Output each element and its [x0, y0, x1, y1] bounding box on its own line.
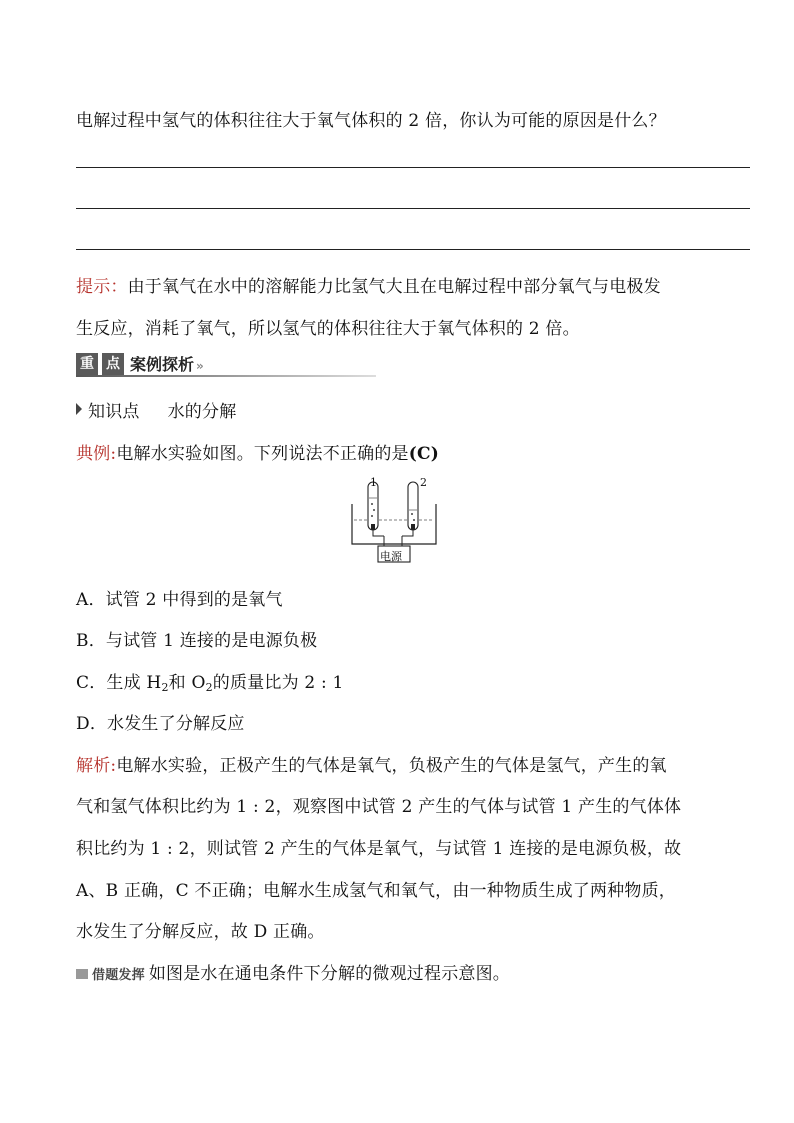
electrode-2	[411, 524, 415, 530]
analysis-line1: 解析:电解水实验，正极产生的气体是氧气，负极产生的气体是氢气，产生的氧	[76, 756, 667, 776]
flag-icon	[76, 403, 82, 415]
hint-paragraph	[76, 272, 661, 297]
answer-line	[76, 249, 750, 250]
example-text: 电解水实验如图。下列说法不正确的是	[116, 444, 409, 464]
option-a: A．试管 2 中得到的是氧气	[76, 590, 283, 610]
section-underline	[76, 375, 376, 377]
section-badge-1: 重	[76, 353, 98, 375]
electrode-1	[371, 524, 375, 530]
bookmark-icon	[76, 969, 88, 979]
knowledge-point-label: 知识点	[88, 402, 140, 422]
answer-line	[76, 208, 750, 209]
example-question	[76, 439, 439, 464]
wires	[373, 530, 413, 548]
question-text: 电解过程中氢气的体积往往大于氧气体积的 2 倍，你认为可能的原因是什么？	[76, 111, 666, 131]
example-answer: (C)	[408, 444, 439, 464]
extend-text: 如图是水在通电条件下分解的微观过程示意图。	[148, 964, 511, 984]
tube-2-label: 2	[420, 476, 427, 489]
analysis-line2: 气和氢气体积比约为 1 : 2，观察图中试管 2 产生的气体与试管 1 产生的气体体	[76, 797, 682, 817]
extend-question	[76, 959, 510, 984]
hint-label: 提示：	[76, 277, 128, 297]
section-title	[130, 352, 204, 375]
tube-1-label: 1	[370, 476, 377, 489]
test-tube-2	[408, 482, 418, 530]
double-chevron-icon: »	[196, 359, 204, 373]
section-title-text: 案例探析	[130, 355, 195, 374]
example-label: 典例:	[76, 444, 117, 464]
electrolysis-diagram	[344, 474, 444, 566]
knowledge-point-topic: 水的分解	[167, 402, 237, 422]
analysis-line3: 积比约为 1 : 2，则试管 2 产生的气体是氧气，与试管 1 连接的是电源负极，故	[76, 839, 682, 859]
option-d: D．水发生了分解反应	[76, 714, 245, 734]
option-b: B．与试管 1 连接的是电源负极	[76, 631, 318, 651]
hint-text-line2: 生反应，消耗了氧气，所以氢气的体积往往大于氧气体积的 2 倍。	[76, 319, 580, 339]
test-tube-1	[368, 482, 378, 530]
section-header	[76, 352, 376, 376]
water-trough	[352, 504, 436, 544]
analysis-line5: 水发生了分解反应，故 D 正确。	[76, 922, 325, 942]
answer-line	[76, 167, 750, 168]
power-supply-label: 电源	[380, 550, 402, 563]
knowledge-point	[76, 397, 236, 422]
analysis-label: 解析:	[76, 756, 117, 776]
option-c: C．生成 $H_2$和 $O_2$的质量比为 2 : 1	[76, 673, 344, 694]
hint-text-line1: 由于氧气在水中的溶解能力比氢气大且在电解过程中部分氧气与电极发	[127, 277, 661, 297]
analysis-line4: A、B 正确，C 不正确；电解水生成氢气和氧气，由一种物质生成了两种物质，	[76, 881, 676, 901]
extend-label: 借题发挥	[92, 968, 145, 983]
section-badge-2: 点	[102, 353, 124, 375]
